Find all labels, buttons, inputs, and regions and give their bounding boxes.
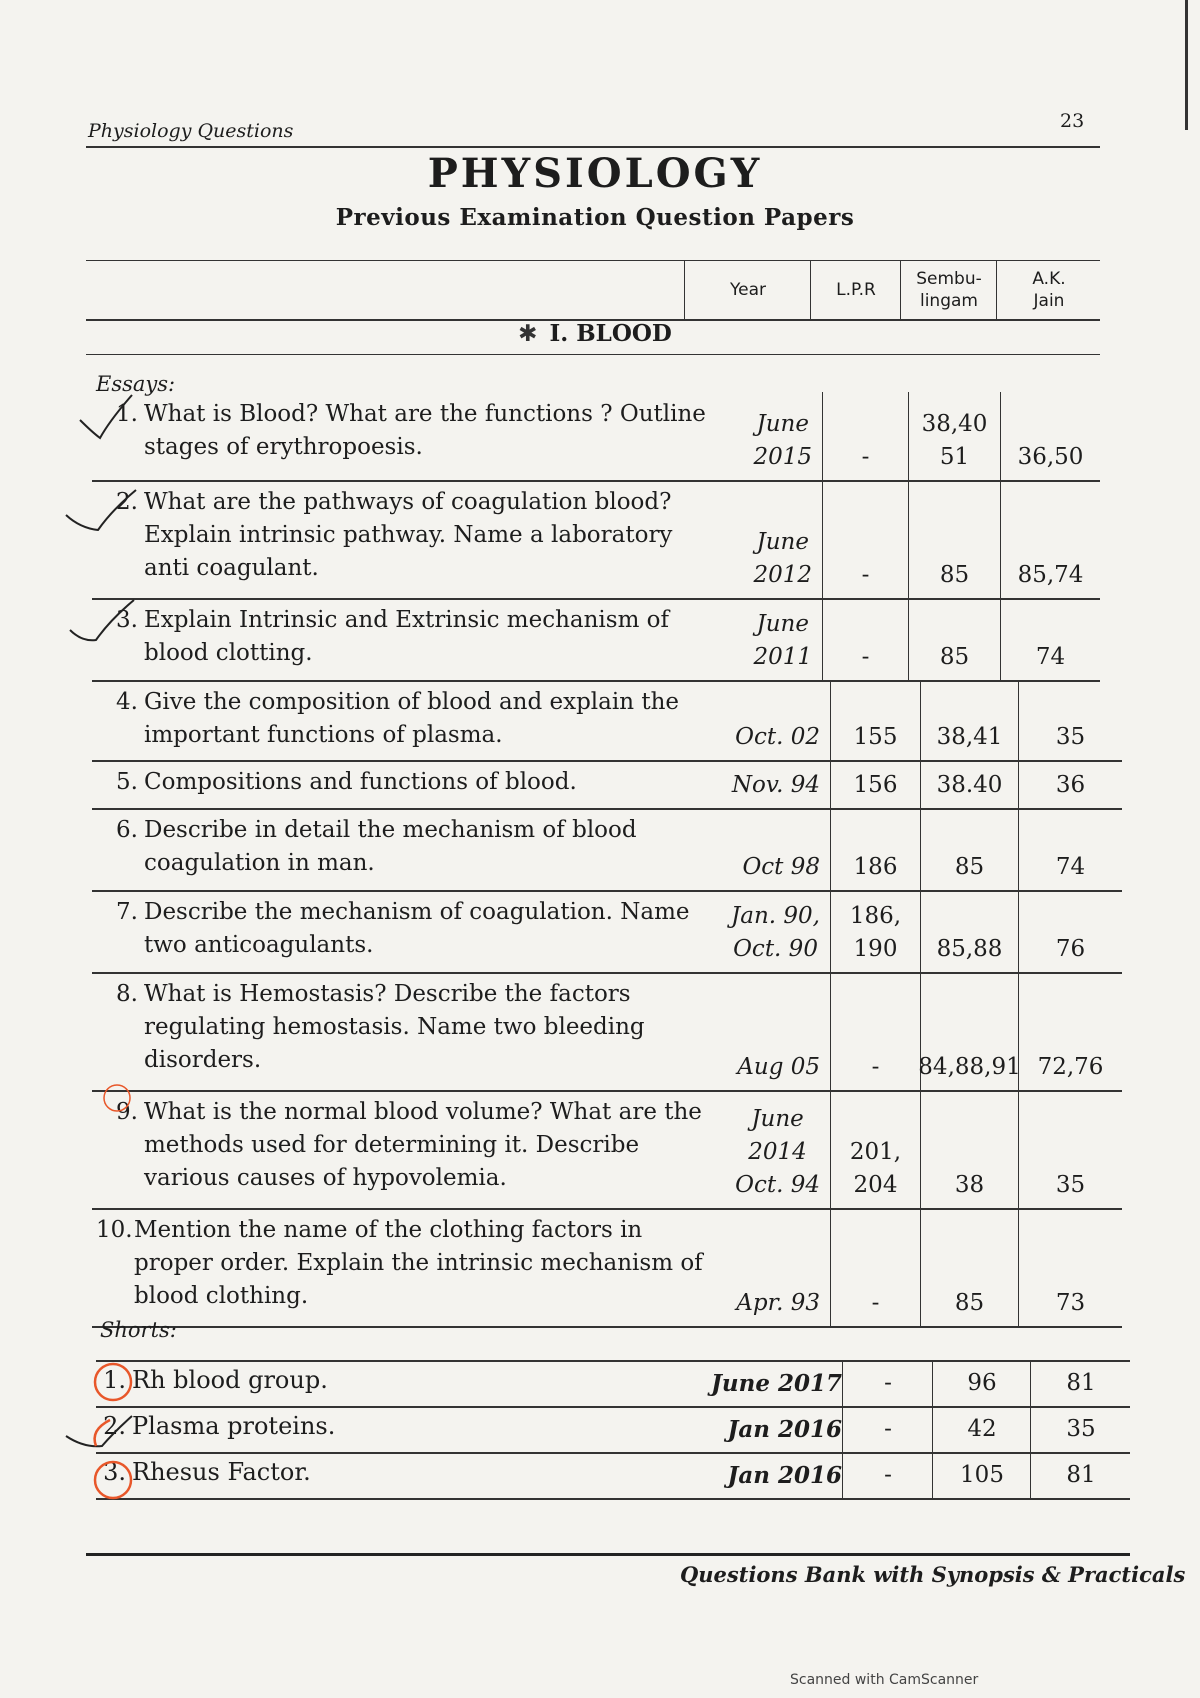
- question-number: 3.: [103, 1458, 126, 1486]
- question-number: 2.: [103, 1412, 126, 1440]
- sembulingam-cell: 38,40 51: [908, 392, 1000, 480]
- footer-rule: [86, 1553, 1130, 1556]
- year-cell: Aug 05: [737, 1054, 820, 1080]
- page-title: PHYSIOLOGY: [427, 150, 763, 197]
- essay-row: [92, 972, 1122, 1092]
- essay-question: [106, 486, 672, 585]
- question-text: What is the normal blood volume? What are the methods used for determining it. Describe various causes of hypovolemia.: [144, 1099, 702, 1191]
- page-subtitle: Previous Examination Question Papers: [335, 204, 855, 231]
- year-cell: Jan 2016: [727, 1415, 842, 1443]
- lpr-cell: 155: [830, 680, 920, 760]
- akjain-cell: 35: [1018, 680, 1122, 760]
- essay-row: [92, 680, 1122, 762]
- essay-row: [92, 598, 1100, 682]
- column-header-sembulingam: Sembu- lingam: [900, 261, 997, 319]
- akjain-cell: 72,76: [1018, 972, 1122, 1090]
- short-question: [96, 1412, 335, 1440]
- essay-row: [92, 480, 1100, 600]
- sembulingam-cell: 85: [920, 1208, 1018, 1326]
- akjain-cell: 85,74: [1000, 480, 1100, 598]
- question-text: What is Hemostasis? Describe the factors regulating hemostasis. Name two bleeding disorders.: [144, 981, 645, 1073]
- akjain-cell: 81: [1030, 1452, 1131, 1498]
- question-text: Mention the name of the clothing factors in proper order. Explain the intrinsic mechanism of blood clothing.: [134, 1217, 703, 1309]
- question-number: 10.: [96, 1217, 133, 1243]
- shorts-label: Shorts:: [100, 1318, 177, 1342]
- akjain-cell: 76: [1018, 890, 1122, 972]
- lpr-cell: 201, 204: [830, 1090, 920, 1208]
- question-text: What is Blood? What are the functions ? Outline stages of erythropoesis.: [144, 401, 706, 460]
- lpr-cell: -: [830, 1208, 920, 1326]
- question-text: Describe in detail the mechanism of blood coagulation in man.: [144, 817, 637, 876]
- lpr-cell: -: [822, 598, 908, 680]
- essay-question: [106, 814, 637, 880]
- akjain-cell: 35: [1030, 1406, 1131, 1452]
- akjain-cell: 81: [1030, 1360, 1131, 1406]
- question-number: 3.: [116, 607, 138, 633]
- sembulingam-cell: 42: [932, 1406, 1031, 1452]
- section-heading: [0, 320, 1190, 347]
- essay-question: [106, 978, 645, 1077]
- akjain-cell: 74: [1000, 598, 1100, 680]
- footer-title: Questions Bank with Synopsis & Practicals: [680, 1562, 1186, 1587]
- question-number: 2.: [116, 489, 138, 515]
- year-cell: June 2015: [753, 411, 812, 470]
- year-cell: Jan 2016: [727, 1461, 842, 1489]
- akjain-cell: 74: [1018, 808, 1122, 890]
- running-title: Physiology Questions: [88, 120, 294, 142]
- sembulingam-cell: 38,41: [920, 680, 1018, 760]
- sembulingam-cell: 84,88,91: [920, 972, 1018, 1090]
- question-text: Rhesus Factor.: [132, 1458, 311, 1486]
- lpr-cell: 156: [830, 760, 920, 808]
- lpr-cell: 186: [830, 808, 920, 890]
- question-number: 1.: [116, 401, 138, 427]
- sembulingam-cell: 38.40: [920, 760, 1018, 808]
- year-cell: June 2012: [753, 529, 812, 588]
- essay-question: [106, 896, 690, 962]
- essay-question: [106, 766, 577, 799]
- akjain-cell: 36,50: [1000, 392, 1100, 480]
- year-cell: Nov. 94: [731, 772, 820, 798]
- sembulingam-cell: 85: [920, 808, 1018, 890]
- question-text: Describe the mechanism of coagulation. Name two anticoagulants.: [144, 899, 690, 958]
- column-header-lpr: L.P.R: [810, 261, 901, 319]
- question-number: 8.: [116, 981, 138, 1007]
- short-row: [96, 1452, 1130, 1500]
- essay-question: [106, 686, 679, 752]
- question-text: What are the pathways of coagulation blood? Explain intrinsic pathway. Name a laboratory anti coagulant.: [144, 489, 673, 581]
- essay-row: [92, 890, 1122, 974]
- column-header-akjain: A.K. Jain: [996, 261, 1101, 319]
- short-question: [96, 1458, 311, 1486]
- sembulingam-cell: 105: [932, 1452, 1031, 1498]
- lpr-cell: 186, 190: [830, 890, 920, 972]
- header-rule: [86, 146, 1100, 148]
- page-number: 23: [1060, 110, 1085, 132]
- lpr-cell: -: [830, 972, 920, 1090]
- question-number: 4.: [116, 689, 138, 715]
- essay-question: [106, 604, 669, 670]
- lpr-cell: -: [842, 1452, 933, 1498]
- akjain-cell: 73: [1018, 1208, 1122, 1326]
- lpr-cell: -: [842, 1406, 933, 1452]
- question-text: Plasma proteins.: [132, 1412, 336, 1440]
- sembulingam-cell: 85: [908, 598, 1000, 680]
- short-question: [96, 1366, 328, 1394]
- question-number: 9.: [116, 1099, 138, 1125]
- question-text: Compositions and functions of blood.: [144, 769, 577, 795]
- section-rule: [86, 354, 1100, 355]
- lpr-cell: -: [822, 480, 908, 598]
- akjain-cell: 36: [1018, 760, 1122, 808]
- column-header-year: Year: [684, 261, 811, 319]
- sembulingam-cell: 38: [920, 1090, 1018, 1208]
- question-number: 1.: [103, 1366, 126, 1394]
- year-cell: June 2017: [711, 1369, 842, 1397]
- asterisk-mark-icon: ✱: [518, 321, 538, 347]
- column-header-row: [86, 260, 1100, 321]
- scan-watermark: Scanned with CamScanner: [790, 1672, 979, 1688]
- essays-label: Essays:: [96, 372, 176, 396]
- year-cell: June 2014 Oct. 94: [735, 1106, 820, 1198]
- sembulingam-cell: 85: [908, 480, 1000, 598]
- essay-question: [106, 398, 706, 464]
- essay-row: [92, 1090, 1122, 1210]
- essay-row: [92, 392, 1100, 482]
- year-cell: June 2011: [753, 611, 812, 670]
- question-text: Give the composition of blood and explain the important functions of plasma.: [144, 689, 680, 748]
- essay-question: [106, 1096, 702, 1195]
- lpr-cell: -: [822, 392, 908, 480]
- question-text: Rh blood group.: [132, 1366, 328, 1394]
- essay-question: [96, 1214, 703, 1313]
- essay-row: [92, 808, 1122, 892]
- question-number: 6.: [116, 817, 138, 843]
- sembulingam-cell: 96: [932, 1360, 1031, 1406]
- year-cell: Oct 98: [742, 854, 820, 880]
- question-number: 7.: [116, 899, 138, 925]
- akjain-cell: 35: [1018, 1090, 1122, 1208]
- short-row: [96, 1360, 1130, 1408]
- essay-row: [92, 1208, 1122, 1328]
- year-cell: Oct. 02: [735, 724, 820, 750]
- question-text: Explain Intrinsic and Extrinsic mechanism of blood clotting.: [144, 607, 670, 666]
- short-row: [96, 1406, 1130, 1454]
- year-cell: Jan. 90, Oct. 90: [731, 903, 820, 962]
- question-number: 5.: [116, 769, 138, 795]
- sembulingam-cell: 85,88: [920, 890, 1018, 972]
- page-edge-line: [1185, 0, 1188, 130]
- year-cell: Apr. 93: [736, 1290, 820, 1316]
- essay-row: [92, 760, 1122, 810]
- lpr-cell: -: [842, 1360, 933, 1406]
- section-title: I. BLOOD: [549, 320, 672, 347]
